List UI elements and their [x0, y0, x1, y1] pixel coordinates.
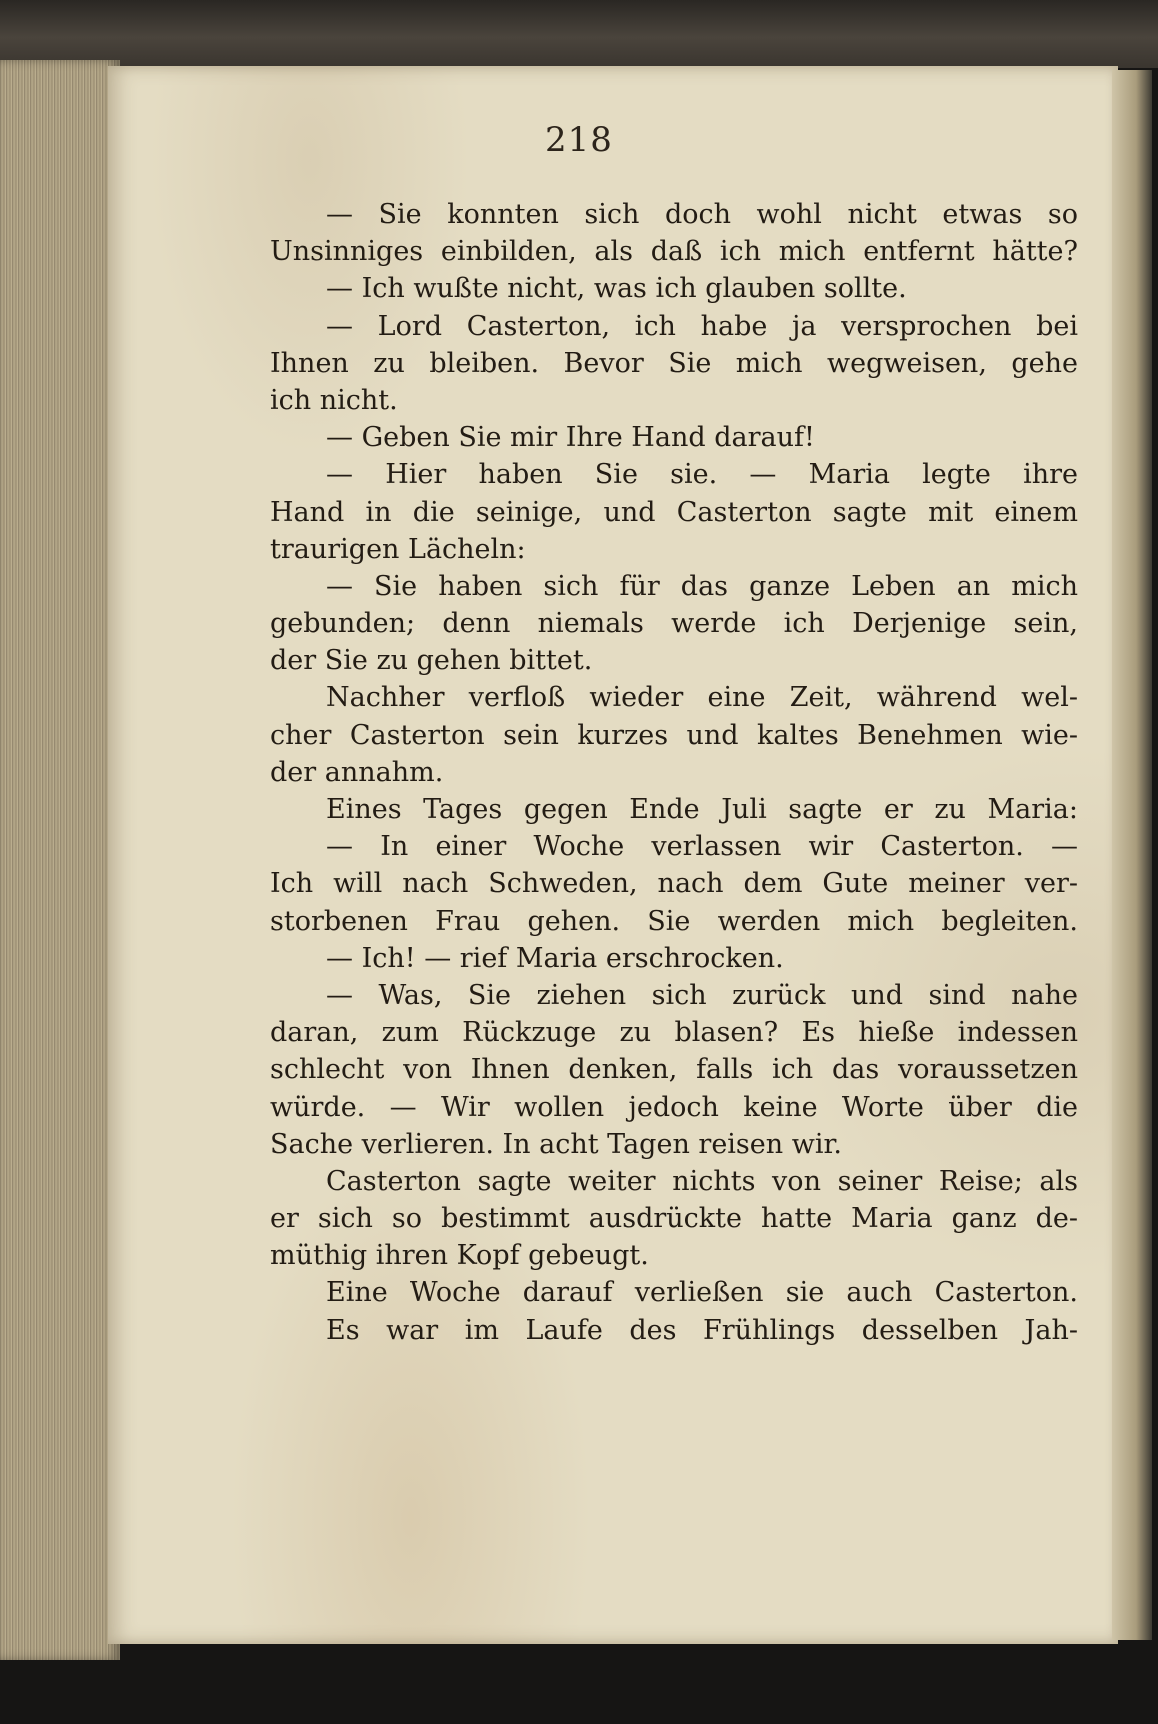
- text-line: cher Casterton sein kurzes und kaltes Benehmen wie-: [270, 719, 1078, 751]
- text-line: Unsinniges einbilden, als daß ich mich entfernt hätte?: [270, 236, 1078, 268]
- page-number: 218: [545, 120, 613, 160]
- text-line: gebunden; denn niemals werde ich Derjenige sein,: [270, 608, 1078, 640]
- text-line: — Hier haben Sie sie. — Maria legte ihre: [326, 459, 1078, 491]
- book-cover-top: [0, 0, 1158, 68]
- text-line: Es war im Laufe des Frühlings desselben Jah-: [326, 1314, 1078, 1346]
- text-line: Ihnen zu bleiben. Bevor Sie mich wegweisen, gehe: [270, 347, 1078, 379]
- text-line: der Sie zu gehen bittet.: [270, 645, 593, 677]
- text-line: ich nicht.: [270, 384, 398, 416]
- text-line: Eine Woche darauf verließen sie auch Casterton.: [326, 1277, 1078, 1309]
- text-line: daran, zum Rückzuge zu blasen? Es hieße indessen: [270, 1017, 1078, 1049]
- text-line: — In einer Woche verlassen wir Casterton. —: [326, 831, 1078, 863]
- text-line: storbenen Frau gehen. Sie werden mich begleiten.: [270, 905, 1078, 937]
- page-edge-right: [1112, 70, 1152, 1640]
- text-line: — Geben Sie mir Ihre Hand darauf!: [326, 422, 815, 454]
- text-line: Eines Tages gegen Ende Juli sagte er zu Maria:: [326, 794, 1078, 825]
- text-line: — Sie haben sich für das ganze Leben an mich: [326, 570, 1078, 602]
- text-line: Ich will nach Schweden, nach dem Gute meiner ver-: [270, 868, 1078, 900]
- text-line: Hand in die seinige, und Casterton sagte mit einem: [270, 496, 1078, 528]
- text-line: schlecht von Ihnen denken, falls ich das voraussetzen: [270, 1054, 1078, 1086]
- text-line: müthig ihren Kopf gebeugt.: [270, 1240, 649, 1272]
- text-line: — Sie konnten sich doch wohl nicht etwas so: [326, 199, 1078, 230]
- page-edges-left: [0, 60, 120, 1660]
- text-line: würde. — Wir wollen jedoch keine Worte über die: [270, 1091, 1078, 1123]
- text-line: traurigen Lächeln:: [270, 533, 526, 565]
- text-line: — Lord Casterton, ich habe ja versprochen bei: [326, 310, 1078, 342]
- text-line: Casterton sagte weiter nichts von seiner Reise; als: [326, 1165, 1078, 1197]
- text-line: Sache verlieren. In acht Tagen reisen wir.: [270, 1128, 843, 1160]
- text-line: — Was, Sie ziehen sich zurück und sind nahe: [326, 979, 1078, 1011]
- text-line: er sich so bestimmt ausdrückte hatte Maria ganz de-: [270, 1203, 1078, 1235]
- page-text: [270, 196, 1078, 1349]
- text-line: — Ich! — rief Maria erschrocken.: [326, 942, 784, 974]
- text-line: Nachher verfloß wieder eine Zeit, während wel-: [326, 682, 1078, 714]
- text-line: der annahm.: [270, 756, 444, 788]
- text-line: — Ich wußte nicht, was ich glauben sollte.: [326, 273, 907, 305]
